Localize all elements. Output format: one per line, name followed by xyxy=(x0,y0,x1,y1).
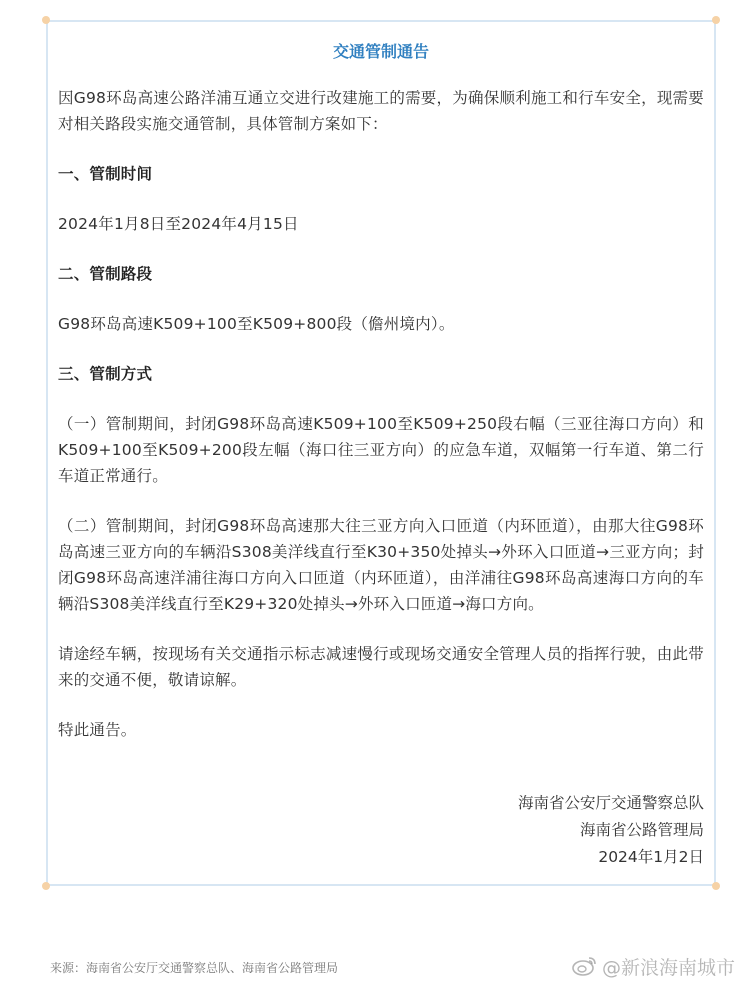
section-3-heading: 三、管制方式 xyxy=(58,365,153,383)
section-2-heading: 二、管制路段 xyxy=(58,265,153,283)
signature-block xyxy=(518,790,704,871)
notice-body xyxy=(58,40,704,767)
notice-date: 2024年1月2日 xyxy=(598,848,704,866)
intro-paragraph: 因G98环岛高速公路洋浦互通立交进行改建施工的需要，为确保顺利施工和行车安全，现需要对相关路段实施交通管制，具体管制方案如下： xyxy=(58,89,704,133)
weibo-watermark xyxy=(572,952,735,980)
section-1-heading: 一、管制时间 xyxy=(58,165,153,183)
corner-dot-top-left xyxy=(42,16,50,24)
closing-paragraph: 请途经车辆，按现场有关交通指示标志减速慢行或现场交通安全管理人员的指挥行驶，由此带来的交通不便，敬请谅解。 xyxy=(58,645,704,689)
corner-dot-top-right xyxy=(712,16,720,24)
section-3-item-2: （二）管制期间，封闭G98环岛高速那大往三亚方向入口匝道（内环匝道），由那大往G98环岛高速三亚方向的车辆沿S308美洋线直行至K30+350处掉头→外环入口匝道→三亚方向；封闭G98环岛高速洋浦往海口方向入口匝道（内环匝道），由洋浦往G98环岛高速海口方向的车辆沿S308美洋线直行至K29+320处掉头→外环入口匝道→海口方向。 xyxy=(58,517,704,613)
signer-highway-bureau: 海南省公路管理局 xyxy=(579,821,704,839)
special-notice: 特此通告。 xyxy=(58,721,137,739)
signer-traffic-police: 海南省公安厅交通警察总队 xyxy=(517,794,704,812)
weibo-icon xyxy=(572,955,598,977)
corner-dot-bottom-right xyxy=(712,882,720,890)
watermark-text: @新浪海南城市 xyxy=(602,956,736,979)
section-2-text: G98环岛高速K509+100至K509+800段（儋州境内）。 xyxy=(58,315,455,333)
notice-title: 交通管制通告 xyxy=(332,42,429,61)
source-caption: 来源：海南省公安厅交通警察总队、海南省公路管理局 xyxy=(50,961,339,975)
section-3-item-1: （一）管制期间，封闭G98环岛高速K509+100至K509+250段右幅（三亚往海口方向）和K509+100至K509+200段左幅（海口往三亚方向）的应急车道，双幅第一行车道、第二行车道正常通行。 xyxy=(58,415,704,485)
section-1-text: 2024年1月8日至2024年4月15日 xyxy=(58,215,299,233)
corner-dot-bottom-left xyxy=(42,882,50,890)
